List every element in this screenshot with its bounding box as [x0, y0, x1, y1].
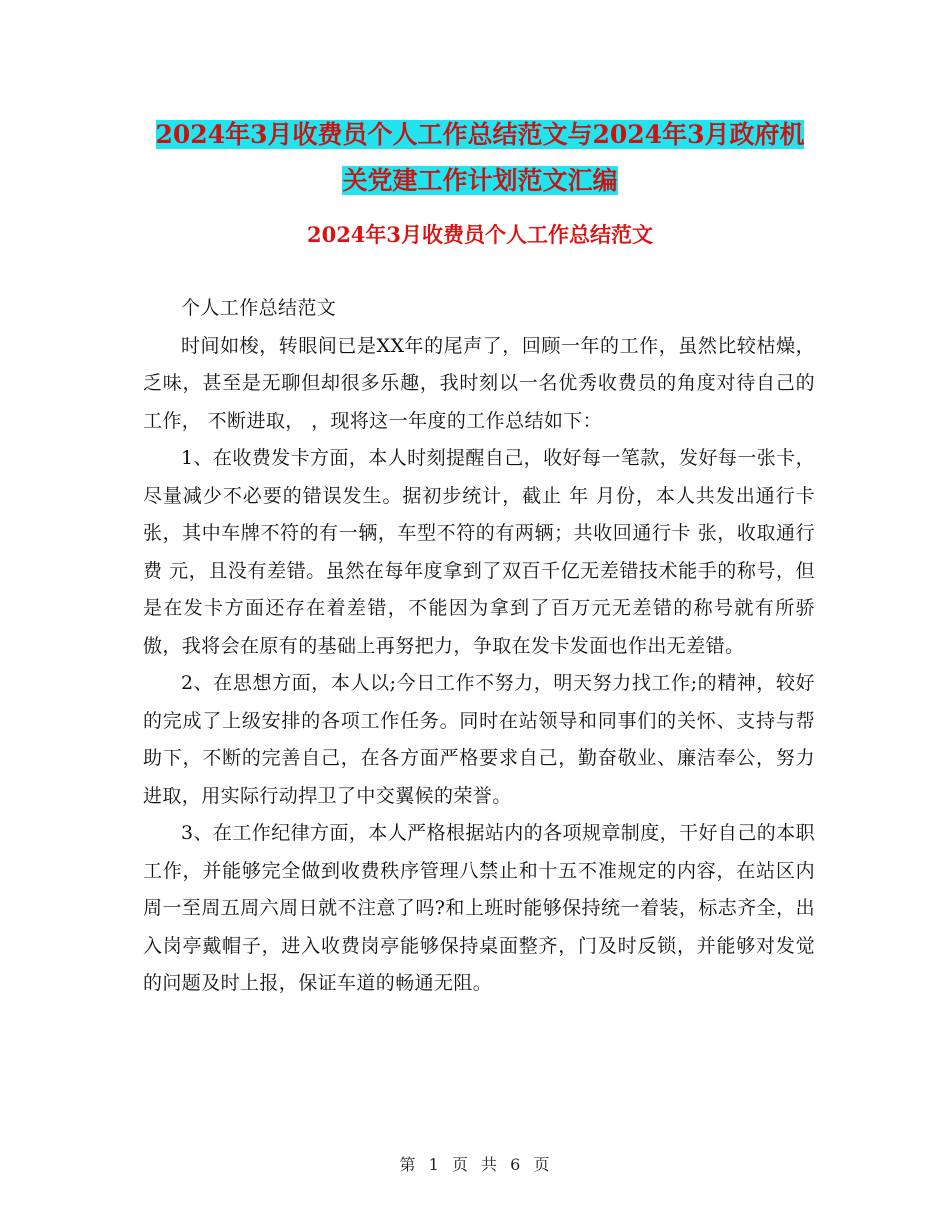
paragraph-item-1: 1、在收费发卡方面，本人时刻提醒自己，收好每一笔款，发好每一张卡，尽量减少不必要的错误发生。据初步统计，截止 年 月份，本人共发出通行卡 张，其中车牌不符的有一辆，车型不符的有两辆；共收回通行卡 张，收取通行费 元，且没有差错。虽然在每年度拿到了双百千亿无差错技术能手的称号，但是在发卡方面还存在着差错，不能因为拿到了百万元无差错的称号就有所骄傲，我将会在原有的基础上再努把力，争取在发卡发面也作出无差错。	[143, 447, 815, 657]
footer-total-pages: 6	[510, 1155, 522, 1174]
page-footer	[0, 1152, 950, 1175]
document-title-text: 2024年3月收费员个人工作总结范文与2024年3月政府机关党建工作计划范文汇编	[155, 120, 805, 195]
footer-label-page: 第	[399, 1155, 417, 1174]
paragraph-item-2: 2、在思想方面，本人以;今日工作不努力，明天努力找工作;的精神，较好的完成了上级安排的各项工作任务。同时在站领导和同事们的关怀、支持与帮助下，不断的完善自己，在各方面严格要求自己，勤奋敬业、廉洁奉公，努力进取，用实际行动捍卫了中交翼候的荣誉。	[143, 672, 815, 807]
footer-current-page: 1	[428, 1155, 440, 1174]
section-title: 2024年3月收费员个人工作总结范文	[306, 222, 654, 247]
document-title	[150, 112, 810, 204]
paragraph-heading: 个人工作总结范文	[181, 297, 337, 319]
paragraph-intro: 时间如梭，转眼间已是XX年的尾声了，回顾一年的工作，虽然比较枯燥，乏味，甚至是无聊但却很多乐趣，我时刻以一名优秀收费员的角度对待自己的工作， 不断进取， ，现将这一年度的工作总结如下：	[143, 334, 815, 432]
footer-label-total: 共	[481, 1155, 499, 1174]
paragraph-item-3: 3、在工作纪律方面，本人严格根据站内的各项规章制度，干好自己的本职工作，并能够完全做到收费秩序管理八禁止和十五不准规定的内容，在站区内周一至周五周六周日就不注意了吗?和上班时能够保持统一着装，标志齐全，出入岗亭戴帽子，进入收费岗亭能够保持桌面整齐，门及时反锁，并能够对发觉的问题及时上报，保证车道的畅通无阻。	[143, 822, 815, 994]
footer-label-unit-2: 页	[533, 1155, 551, 1174]
footer-label-unit: 页	[451, 1155, 469, 1174]
document-body	[143, 290, 815, 1003]
